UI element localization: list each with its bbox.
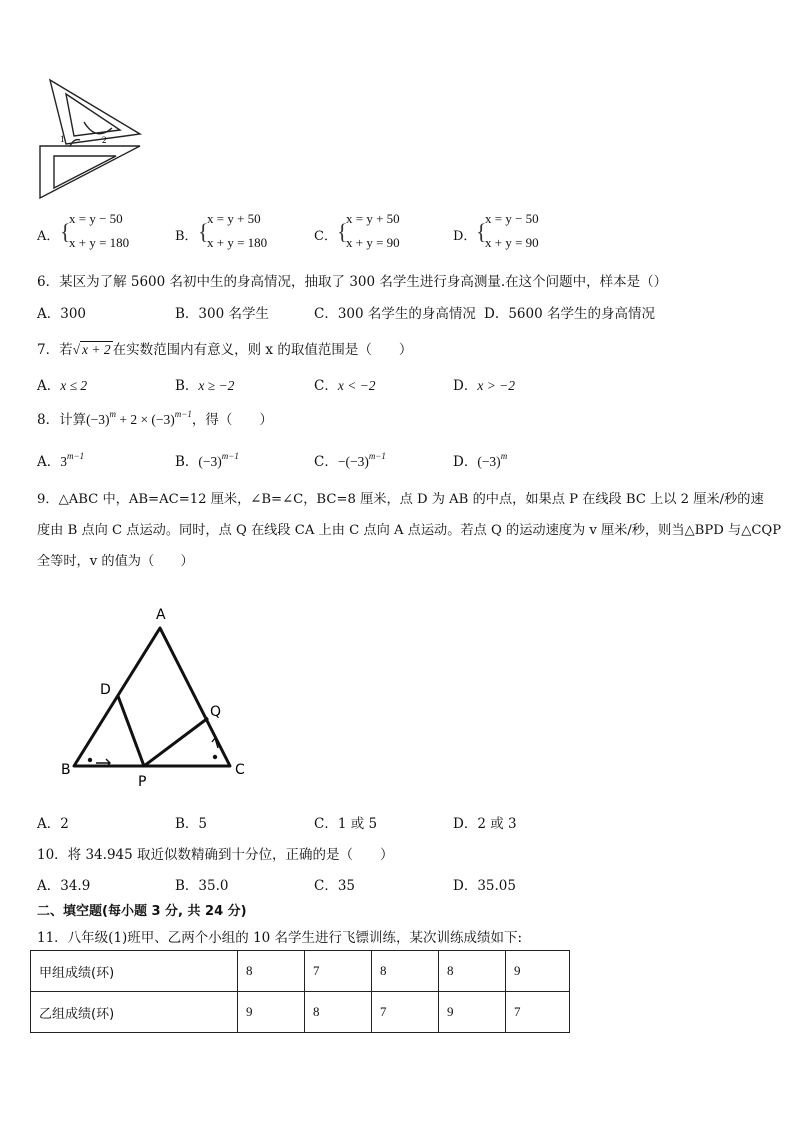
q5-b-eq1: x = y + 50 bbox=[207, 211, 261, 226]
q9-stem-line3: 全等时，v 的值为（ ） bbox=[37, 554, 194, 569]
q7-a-label: A． bbox=[37, 378, 61, 394]
q5-brace-c: { bbox=[337, 219, 348, 244]
q5-c-eq1: x = y + 50 bbox=[346, 211, 400, 226]
q8-a-base: 3 bbox=[60, 454, 67, 469]
table-cell: 9 bbox=[238, 992, 305, 1033]
table-cell: 7 bbox=[506, 992, 570, 1033]
q7-d-label: D． bbox=[453, 378, 478, 394]
table-row bbox=[31, 992, 570, 1033]
table-cell: 7 bbox=[372, 992, 439, 1033]
q8-stem bbox=[37, 408, 273, 428]
table-cell: 9 bbox=[506, 951, 570, 992]
q9-option-b: B．5 bbox=[175, 816, 208, 832]
q6-stem: 6．某区为了解 5600 名初中生的身高情况，抽取了 300 名学生进行身高测量.在这个问题中，样本是（） bbox=[37, 274, 668, 290]
q8-b-base: (−3) bbox=[198, 454, 222, 469]
q5-brace-b: { bbox=[198, 219, 209, 244]
score-table bbox=[30, 950, 570, 1033]
q7-c-math: x < −2 bbox=[337, 378, 376, 393]
q5-brace-a: { bbox=[60, 219, 71, 244]
q8-c-base: −(−3) bbox=[337, 454, 369, 469]
q7-c-label: C． bbox=[314, 378, 338, 394]
q8-a-exp: m−1 bbox=[67, 451, 85, 461]
table-row bbox=[31, 951, 570, 992]
set-squares-figure bbox=[36, 76, 148, 200]
q7-radicand: x + 2 bbox=[82, 342, 111, 357]
q9-stem-line1: 9．△ABC 中，AB=AC=12 厘米，∠B=∠C，BC=8 厘米，点 D 为 AB 的中点，如果点 P 在线段 BC 上以 2 厘米/秒的速 bbox=[37, 492, 764, 507]
q8-c-exp: m−1 bbox=[368, 451, 386, 461]
q8-b-label: B． bbox=[175, 454, 199, 470]
q8-b-exp: m−1 bbox=[221, 451, 239, 461]
q8-option-a bbox=[37, 450, 84, 470]
q8-a-label: A． bbox=[37, 454, 61, 470]
q7-option-d bbox=[453, 374, 515, 394]
q7-b-math: x ≥ −2 bbox=[198, 378, 235, 393]
q8-expr-a: (−3) bbox=[86, 412, 110, 427]
table-cell: 8 bbox=[305, 992, 372, 1033]
q8-d-base: (−3) bbox=[477, 454, 501, 469]
vertex-c-label: C bbox=[235, 762, 245, 778]
q5-option-c-system bbox=[346, 207, 400, 255]
triangle-abc-figure bbox=[58, 600, 258, 792]
q8-suffix: ，得（ ） bbox=[191, 412, 273, 428]
q6-option-d: D．5600 名学生的身高情况 bbox=[484, 306, 655, 322]
q6-option-b: B．300 名学生 bbox=[175, 306, 269, 322]
q6-option-c: C．300 名学生的身高情况 bbox=[314, 306, 476, 322]
q7-stem bbox=[37, 338, 412, 358]
section-2-heading: 二、填空题(每小题 3 分, 共 24 分) bbox=[37, 904, 247, 919]
sqrt-icon: √ bbox=[72, 342, 81, 357]
q5-a-eq2: x + y = 180 bbox=[69, 235, 130, 250]
row-label-group-a: 甲组成绩(环) bbox=[31, 951, 238, 992]
q7-b-label: B． bbox=[175, 378, 199, 394]
angle-1-label: 1 bbox=[60, 134, 65, 144]
table-cell: 8 bbox=[372, 951, 439, 992]
q5-option-a-system bbox=[69, 207, 129, 255]
q7-suffix: 在实数范围内有意义，则 x 的取值范围是（ ） bbox=[112, 342, 413, 358]
q7-option-c bbox=[314, 374, 376, 394]
table-cell: 8 bbox=[238, 951, 305, 992]
q9-option-c: C．1 或 5 bbox=[314, 816, 378, 832]
q5-a-eq1: x = y − 50 bbox=[69, 211, 123, 226]
q8-exp-a: m bbox=[109, 409, 116, 419]
q8-prefix: 8．计算 bbox=[37, 412, 87, 428]
q5-d-eq1: x = y − 50 bbox=[485, 211, 539, 226]
q9-option-a: A．2 bbox=[37, 816, 69, 832]
q6-option-a: A．300 bbox=[37, 306, 87, 322]
q10-option-c: C．35 bbox=[314, 878, 356, 894]
q7-d-math: x > −2 bbox=[477, 378, 516, 393]
q5-c-eq2: x + y = 90 bbox=[346, 235, 400, 250]
q8-exp-b: m−1 bbox=[174, 409, 192, 419]
q7-option-a bbox=[37, 374, 87, 394]
vertex-a-label: A bbox=[156, 607, 166, 623]
point-p-label: P bbox=[138, 774, 147, 790]
q5-option-b-label: B． bbox=[175, 229, 198, 244]
q7-prefix: 7．若 bbox=[37, 342, 73, 358]
q5-option-d-label: D． bbox=[453, 229, 477, 244]
q9-option-d: D．2 或 3 bbox=[453, 816, 517, 832]
vertex-b-label: B bbox=[61, 762, 71, 778]
q10-option-a: A．34.9 bbox=[37, 878, 91, 894]
q5-brace-d: { bbox=[476, 219, 487, 244]
q8-d-exp: m bbox=[500, 451, 508, 461]
angle-2-label: 2 bbox=[102, 135, 107, 145]
point-d-label: D bbox=[100, 682, 111, 698]
q5-option-d-system bbox=[485, 207, 539, 255]
q8-option-c bbox=[314, 450, 386, 470]
q5-b-eq2: x + y = 180 bbox=[207, 235, 268, 250]
q8-expr-mid: + 2 × (−3) bbox=[115, 412, 175, 427]
q8-option-b bbox=[175, 450, 239, 470]
q7-option-b bbox=[175, 374, 234, 394]
q10-option-d: D．35.05 bbox=[453, 878, 516, 894]
q8-c-label: C． bbox=[314, 454, 338, 470]
row-label-group-b: 乙组成绩(环) bbox=[31, 992, 238, 1033]
q5-option-a-label: A． bbox=[37, 229, 60, 244]
q7-a-math: x ≤ 2 bbox=[60, 378, 88, 393]
q9-stem-line2: 度由 B 点向 C 点运动。同时，点 Q 在线段 CA 上由 C 点向 A 点运动。若点 Q 的运动速度为 v 厘米/秒，则当△BPD 与△CQP bbox=[37, 523, 782, 538]
q10-option-b: B．35.0 bbox=[175, 878, 229, 894]
q5-option-b-system bbox=[207, 207, 267, 255]
table-cell: 7 bbox=[305, 951, 372, 992]
q8-d-label: D． bbox=[453, 454, 478, 470]
q5-option-c-label: C． bbox=[314, 229, 337, 244]
table-cell: 8 bbox=[439, 951, 506, 992]
q5-d-eq2: x + y = 90 bbox=[485, 235, 539, 250]
point-q-label: Q bbox=[210, 704, 222, 720]
table-cell: 9 bbox=[439, 992, 506, 1033]
q10-stem: 10．将 34.945 取近似数精确到十分位，正确的是（ ） bbox=[37, 847, 394, 863]
q11-stem: 11．八年级(1)班甲、乙两个小组的 10 名学生进行飞镖训练，某次训练成绩如下: bbox=[37, 930, 523, 946]
q8-option-d bbox=[453, 450, 507, 470]
